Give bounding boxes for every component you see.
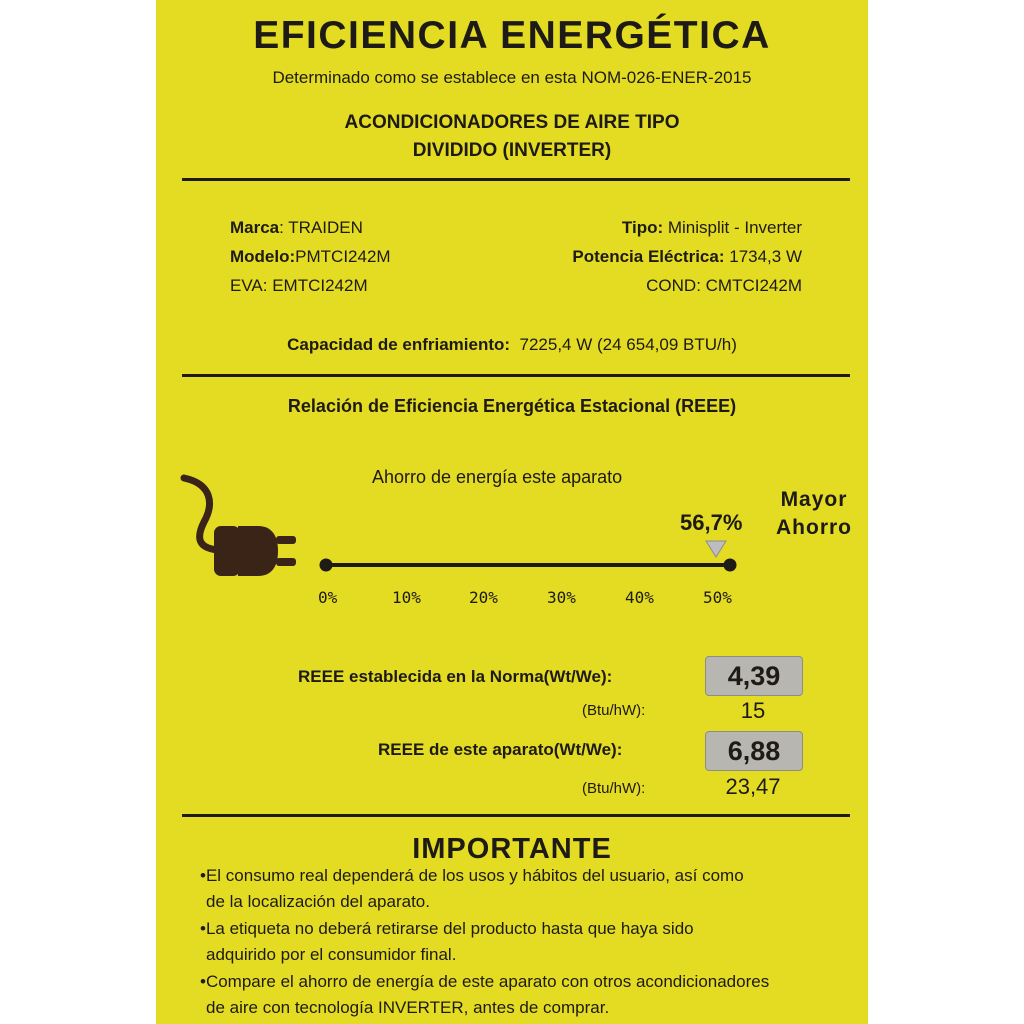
scale-tick-40: 40% (625, 588, 654, 607)
reee-aparato-text: REEE de este aparato (378, 740, 554, 759)
reee-norma-unit: (Wt/We): (543, 667, 613, 686)
divider-2 (182, 374, 850, 377)
spec-capacidad-key: Capacidad de enfriamiento: (287, 335, 511, 354)
aparato-btu-value: 23,47 (725, 774, 781, 799)
importante-line-3: •La etiqueta no deberá retirarse del producto hasta que haya sido (200, 919, 694, 938)
spec-marca (230, 218, 363, 238)
spec-modelo-key: Modelo: (230, 247, 296, 266)
product-type-line2: DIVIDIDO (INVERTER) (412, 140, 612, 161)
spec-modelo (230, 247, 391, 267)
label-title: EFICIENCIA ENERGÉTICA (253, 14, 771, 57)
reee-norma-label (298, 667, 612, 687)
importante-line-1: •El consumo real dependerá de los usos y hábitos del usuario, así como (200, 866, 744, 885)
plug-icon (174, 470, 302, 592)
importante-line-2: de la localización del aparato. (206, 892, 430, 911)
norma-btu-value: 15 (740, 698, 766, 723)
spec-modelo-value: PMTCI242M (295, 247, 391, 266)
spec-capacidad-value: 7225,4 W (24 654,09 BTU/h) (519, 335, 737, 354)
scale-start-dot (320, 559, 333, 572)
norma-btu-unit: (Btu/hW): (582, 702, 646, 719)
spec-marca-key: Marca (230, 218, 280, 237)
divider-1 (182, 178, 850, 181)
savings-marker (706, 541, 726, 557)
divider-3 (182, 814, 850, 817)
savings-value: 56,7% (680, 510, 743, 535)
spec-potencia (572, 247, 802, 267)
reee-aparato-label (378, 740, 622, 760)
reee-norma-text: REEE establecida en la Norma (298, 667, 544, 686)
importante-line-5: •Compare el ahorro de energía de este aparato con otros acondicionadores (200, 972, 770, 991)
reee-norma-value: 4,39 (705, 656, 803, 696)
savings-caption: Ahorro de energía este aparato (372, 467, 623, 487)
norm-reference: Determinado como se establece en esta NOM-026-ENER-2015 (272, 68, 752, 87)
importante-line-6: de aire con tecnología INVERTER, antes de comprar. (206, 998, 610, 1017)
spec-marca-value: : TRAIDEN (279, 218, 363, 237)
product-type-line1: ACONDICIONADORES DE AIRE TIPO (344, 112, 680, 133)
spec-capacidad (156, 335, 868, 355)
mayor-ahorro-line2: Ahorro (776, 516, 852, 539)
savings-scale (316, 533, 756, 581)
mayor-ahorro-line1: Mayor (780, 488, 848, 511)
reee-aparato-value: 6,88 (705, 731, 803, 771)
scale-tick-50: 50% (703, 588, 732, 607)
spec-tipo-key: Tipo: (621, 218, 664, 237)
reee-aparato-unit: (Wt/We): (553, 740, 623, 759)
spec-tipo-value: Minisplit - Inverter (667, 218, 802, 237)
scale-tick-10: 10% (392, 588, 421, 607)
energy-label (156, 0, 868, 1024)
scale-end-dot (724, 559, 737, 572)
importante-title: IMPORTANTE (412, 833, 612, 865)
scale-tick-0: 0% (318, 588, 338, 607)
reee-heading: Relación de Eficiencia Energética Estacional (REEE) (287, 396, 737, 416)
scale-tick-30: 30% (547, 588, 576, 607)
spec-eva: EVA: EMTCI242M (230, 276, 368, 295)
spec-potencia-value: 1734,3 W (729, 247, 802, 266)
spec-potencia-key: Potencia Eléctrica: (572, 247, 725, 266)
spec-tipo (622, 218, 802, 238)
spec-cond: COND: CMTCI242M (646, 276, 802, 295)
aparato-btu-unit: (Btu/hW): (582, 780, 646, 797)
importante-line-4: adquirido por el consumidor final. (206, 945, 457, 964)
scale-tick-20: 20% (469, 588, 498, 607)
